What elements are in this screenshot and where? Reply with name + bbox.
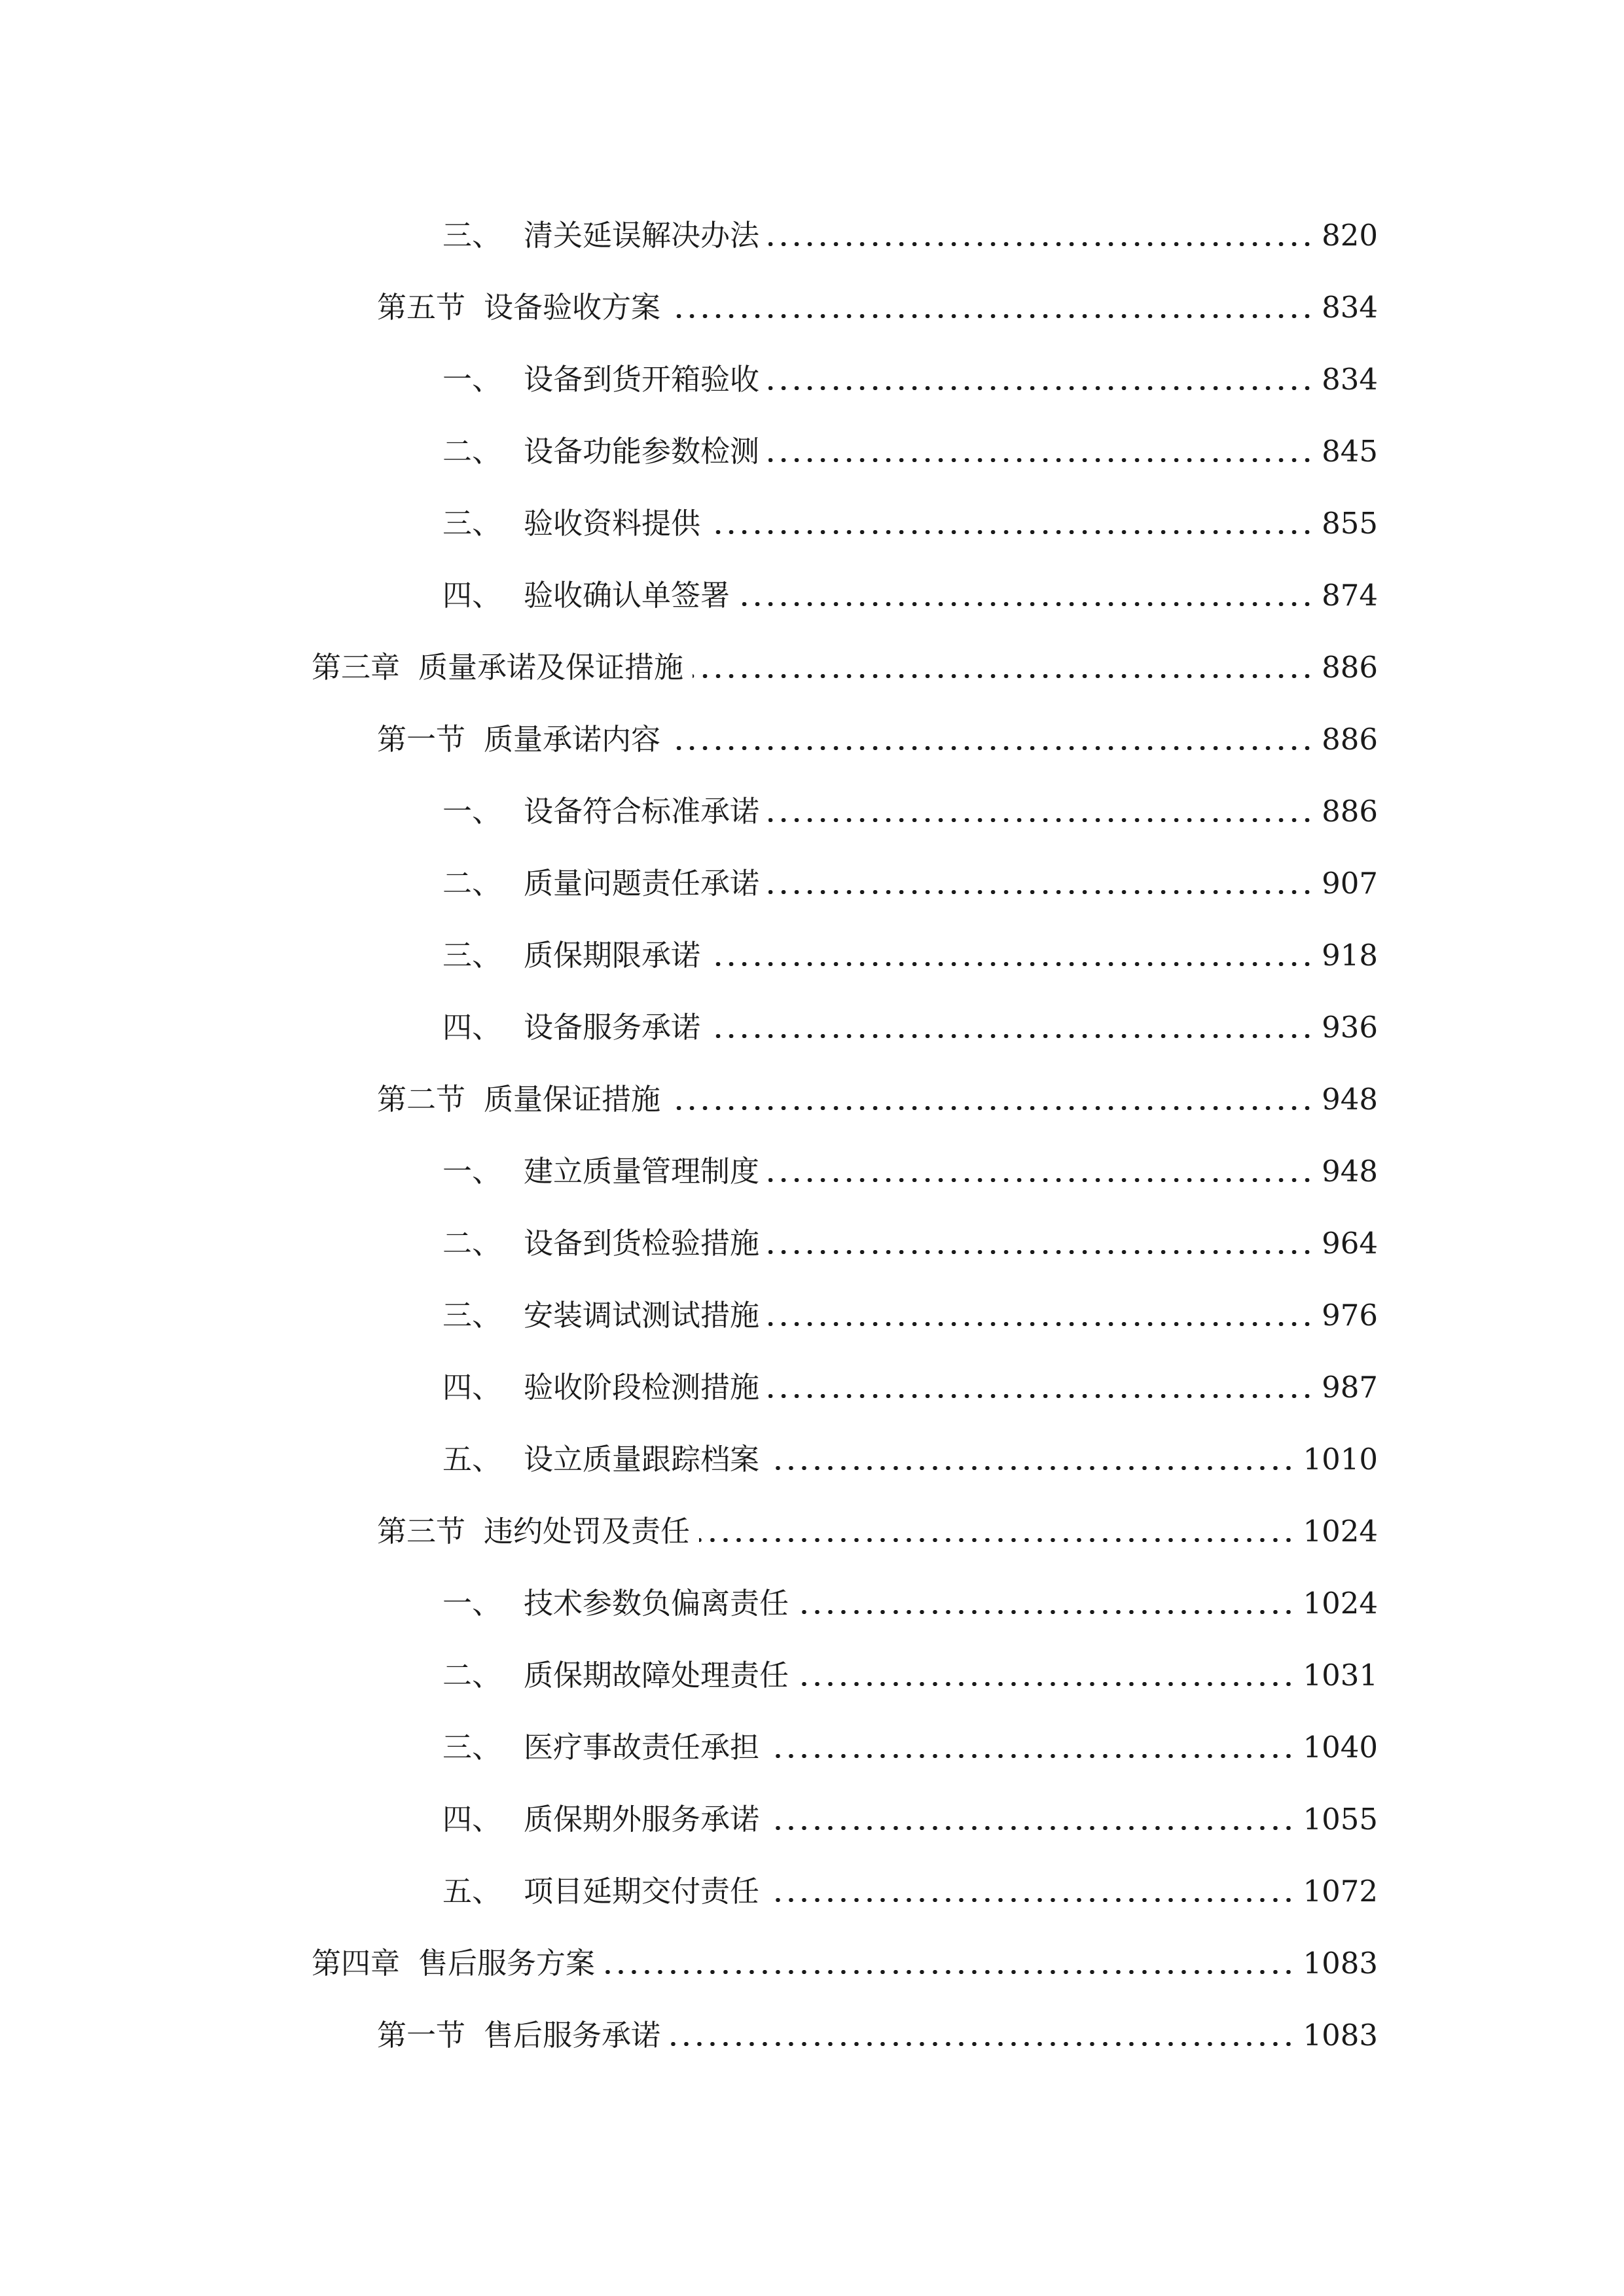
toc-entry[interactable] xyxy=(377,2003,1378,2055)
toc-entry[interactable] xyxy=(442,1355,1378,1407)
toc-dot-leader xyxy=(670,314,1314,318)
toc-entry[interactable] xyxy=(442,347,1378,399)
toc-dot-leader xyxy=(768,386,1314,390)
toc-entry[interactable] xyxy=(442,779,1378,831)
toc-entry-page: 918 xyxy=(1322,938,1378,973)
toc-entry-title: 质量问题责任承诺 xyxy=(524,866,760,901)
toc-entry-number: 第五节 xyxy=(377,290,466,325)
toc-dot-leader xyxy=(768,1322,1314,1326)
toc-entry-number: 五、 xyxy=(442,1442,502,1477)
toc-entry-page: 1031 xyxy=(1303,1658,1378,1693)
toc-entry[interactable] xyxy=(377,275,1378,327)
toc-entry-page: 886 xyxy=(1322,794,1378,829)
toc-entry-title: 质保期外服务承诺 xyxy=(524,1802,760,1837)
toc-entry-number: 二、 xyxy=(442,434,502,469)
toc-entry-page: 1083 xyxy=(1303,1946,1378,1981)
toc-entry-page: 834 xyxy=(1322,362,1378,397)
toc-entry-number: 四、 xyxy=(442,1370,502,1405)
toc-dot-leader xyxy=(670,1106,1314,1110)
toc-entry-number: 四、 xyxy=(442,578,502,613)
toc-dot-leader xyxy=(710,530,1314,534)
toc-entry-page: 820 xyxy=(1322,218,1378,253)
toc-dot-leader xyxy=(768,1178,1314,1182)
toc-entry-page: 987 xyxy=(1322,1370,1378,1405)
toc-entry-title: 售后服务方案 xyxy=(418,1946,596,1981)
toc-entry[interactable] xyxy=(442,1643,1378,1695)
toc-entry-number: 三、 xyxy=(442,1298,502,1333)
toc-entry[interactable] xyxy=(442,1859,1378,1911)
toc-entry-number: 二、 xyxy=(442,1658,502,1693)
toc-entry-title: 技术参数负偏离责任 xyxy=(524,1586,789,1621)
toc-dot-leader xyxy=(699,1538,1295,1542)
toc-entry-number: 第三节 xyxy=(377,1514,466,1549)
toc-entry-title: 医疗事故责任承担 xyxy=(524,1730,760,1765)
toc-dot-leader xyxy=(768,890,1314,894)
toc-dot-leader xyxy=(768,1898,1295,1902)
toc-entry-number: 一、 xyxy=(442,794,502,829)
toc-entry[interactable] xyxy=(377,1067,1378,1119)
toc-entry-title: 设备功能参数检测 xyxy=(524,434,760,469)
toc-entry[interactable] xyxy=(442,203,1378,255)
toc-entry-title: 设立质量跟踪档案 xyxy=(524,1442,760,1477)
toc-entry-number: 第三章 xyxy=(312,650,401,685)
toc-entry-page: 907 xyxy=(1322,866,1378,901)
toc-entry-number: 第四章 xyxy=(312,1946,401,1981)
toc-entry-number: 一、 xyxy=(442,1154,502,1189)
toc-entry-title: 设备符合标准承诺 xyxy=(524,794,760,829)
toc-entry-page: 874 xyxy=(1322,578,1378,613)
toc-dot-leader xyxy=(670,2042,1295,2046)
toc-entry-number: 三、 xyxy=(442,506,502,541)
toc-entry-number: 二、 xyxy=(442,1226,502,1261)
toc-entry[interactable] xyxy=(442,419,1378,471)
toc-entry-title: 质量保证措施 xyxy=(484,1082,661,1117)
toc-entry-title: 设备到货开箱验收 xyxy=(524,362,760,397)
toc-dot-leader xyxy=(739,602,1314,606)
toc-entry-title: 建立质量管理制度 xyxy=(524,1154,760,1189)
toc-entry-title: 项目延期交付责任 xyxy=(524,1874,760,1909)
toc-entry-number: 第一节 xyxy=(377,722,466,757)
toc-entry-page: 886 xyxy=(1322,722,1378,757)
toc-entry-number: 三、 xyxy=(442,218,502,253)
toc-entry-title: 设备服务承诺 xyxy=(524,1010,701,1045)
toc-entry-page: 855 xyxy=(1322,506,1378,541)
toc-entry[interactable] xyxy=(442,1283,1378,1335)
toc-entry-number: 一、 xyxy=(442,1586,502,1621)
toc-entry-title: 质量承诺及保证措施 xyxy=(418,650,684,685)
toc-dot-leader xyxy=(710,1034,1314,1038)
toc-entry-number: 三、 xyxy=(442,938,502,973)
toc-entry[interactable] xyxy=(442,1715,1378,1767)
toc-entry-title: 设备验收方案 xyxy=(484,290,661,325)
toc-entry[interactable] xyxy=(442,851,1378,903)
toc-entry-title: 验收确认单签署 xyxy=(524,578,731,613)
toc-entry[interactable] xyxy=(442,491,1378,543)
toc-entry[interactable] xyxy=(442,923,1378,975)
toc-entry[interactable] xyxy=(442,1787,1378,1839)
toc-entry-page: 1024 xyxy=(1303,1514,1378,1549)
toc-entry[interactable] xyxy=(442,1211,1378,1263)
toc-entry-title: 安装调试测试措施 xyxy=(524,1298,760,1333)
toc-entry-title: 质保期限承诺 xyxy=(524,938,701,973)
toc-entry-page: 976 xyxy=(1322,1298,1378,1333)
toc-dot-leader xyxy=(798,1610,1295,1614)
toc-dot-leader xyxy=(768,818,1314,822)
toc-entry[interactable] xyxy=(377,707,1378,759)
toc-entry-title: 设备到货检验措施 xyxy=(524,1226,760,1261)
toc-entry-title: 质保期故障处理责任 xyxy=(524,1658,789,1693)
toc-entry-number: 第二节 xyxy=(377,1082,466,1117)
toc-entry-number: 第一节 xyxy=(377,2018,466,2053)
toc-entry-number: 二、 xyxy=(442,866,502,901)
toc-entry-number: 四、 xyxy=(442,1010,502,1045)
toc-entry-title: 质量承诺内容 xyxy=(484,722,661,757)
toc-entry[interactable] xyxy=(442,1427,1378,1479)
toc-entry[interactable] xyxy=(377,1499,1378,1551)
toc-dot-leader xyxy=(768,458,1314,462)
toc-entry-page: 964 xyxy=(1322,1226,1378,1261)
toc-entry-title: 售后服务承诺 xyxy=(484,2018,661,2053)
toc-dot-leader xyxy=(604,1970,1295,1974)
toc-entry-page: 834 xyxy=(1322,290,1378,325)
toc-entry[interactable] xyxy=(442,563,1378,615)
toc-dot-leader xyxy=(710,962,1314,966)
toc-entry[interactable] xyxy=(312,1931,1378,1983)
toc-entry-page: 1024 xyxy=(1303,1586,1378,1621)
toc-entry-number: 五、 xyxy=(442,1874,502,1909)
toc-entry-page: 1040 xyxy=(1303,1730,1378,1765)
toc-entry[interactable] xyxy=(442,1139,1378,1191)
toc-entry-page: 845 xyxy=(1322,434,1378,469)
toc-entry-title: 验收资料提供 xyxy=(524,506,701,541)
toc-entry-number: 四、 xyxy=(442,1802,502,1837)
toc-entry[interactable] xyxy=(312,635,1378,687)
toc-entry-number: 三、 xyxy=(442,1730,502,1765)
toc-entry-title: 违约处罚及责任 xyxy=(484,1514,691,1549)
toc-entry-page: 1072 xyxy=(1303,1874,1378,1909)
toc-entry-page: 1083 xyxy=(1303,2018,1378,2053)
toc-dot-leader xyxy=(768,1394,1314,1398)
toc-entry-page: 936 xyxy=(1322,1010,1378,1045)
toc-dot-leader xyxy=(768,1466,1295,1470)
toc-dot-leader xyxy=(768,242,1314,246)
toc-dot-leader xyxy=(768,1754,1295,1758)
toc-dot-leader xyxy=(798,1682,1295,1686)
toc-entry-number: 一、 xyxy=(442,362,502,397)
toc-dot-leader xyxy=(768,1250,1314,1254)
toc-entry[interactable] xyxy=(442,995,1378,1047)
toc-dot-leader xyxy=(670,746,1314,750)
toc-entry[interactable] xyxy=(442,1571,1378,1623)
toc-entry-page: 1055 xyxy=(1303,1802,1378,1837)
toc-entry-title: 清关延误解决办法 xyxy=(524,218,760,253)
toc-entry-page: 1010 xyxy=(1303,1442,1378,1477)
toc-dot-leader xyxy=(768,1826,1295,1830)
toc-entry-page: 886 xyxy=(1322,650,1378,685)
toc-entry-page: 948 xyxy=(1322,1082,1378,1117)
toc-dot-leader xyxy=(693,674,1314,678)
toc-entry-title: 验收阶段检测措施 xyxy=(524,1370,760,1405)
toc-entry-page: 948 xyxy=(1322,1154,1378,1189)
